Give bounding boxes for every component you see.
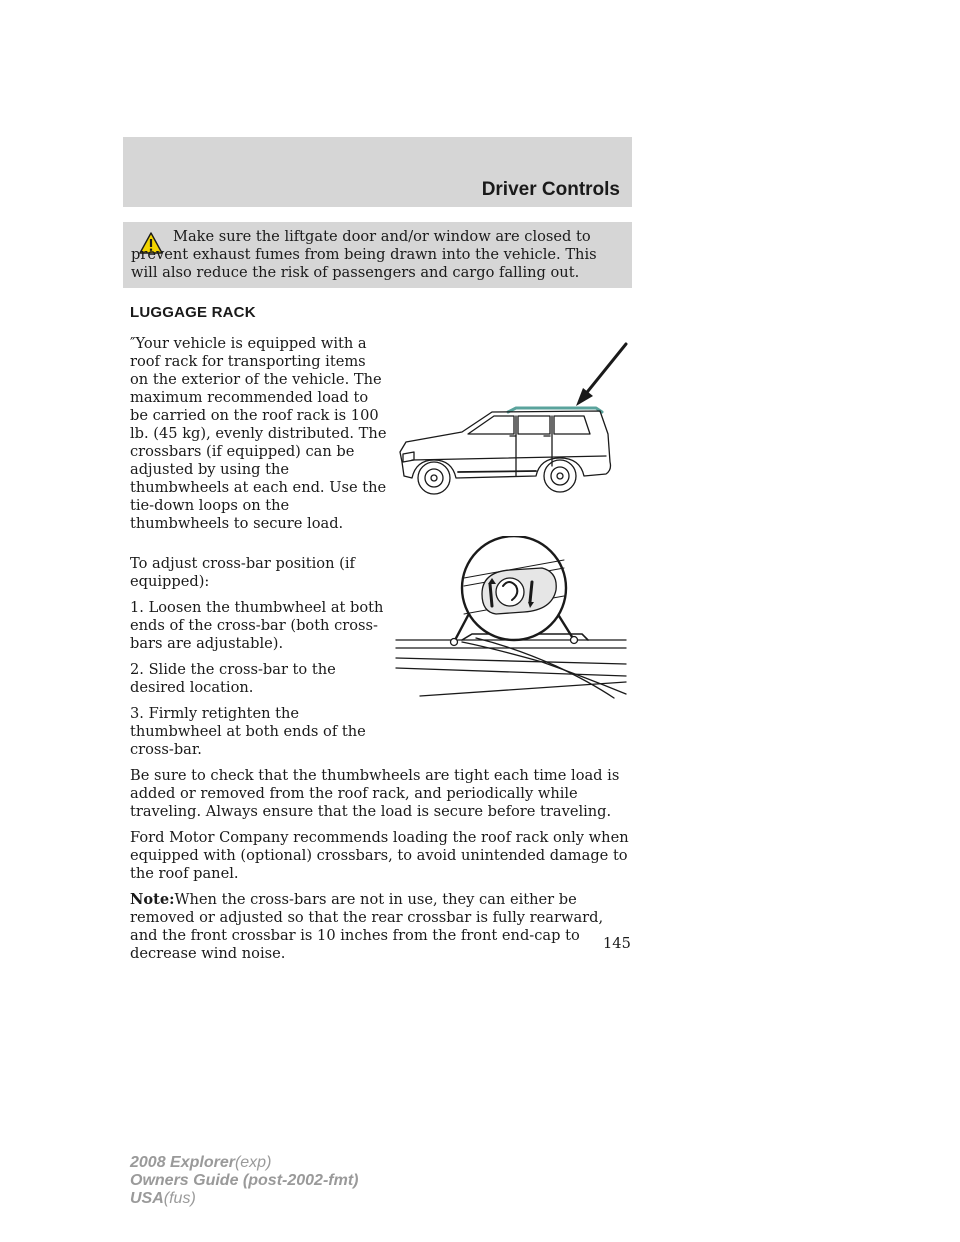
suv-roof-rack-illustration	[392, 338, 632, 506]
section-title: Driver Controls	[481, 179, 620, 200]
footer-line	[130, 1172, 358, 1190]
footer-line	[130, 1190, 358, 1208]
document-footer	[130, 1154, 358, 1208]
page-number: 145	[603, 935, 631, 952]
footer-line	[130, 1154, 358, 1172]
footer-guide: Owners Guide (post-2002-fmt)	[130, 1172, 359, 1189]
footer-model: 2008 Explorer	[130, 1154, 235, 1171]
intro-paragraph: ″Your vehicle is equipped with a roof rack for transporting items on the exterior of the vehicle. The maximum recommended load to be carried on the roof rack is 100 lb. (45 kg), evenly distributed. The crossbars (if equipped) can be adjusted by using the thumbwheels at each end. Use the tie-down loops on the thumbwheels to secure load.	[130, 335, 387, 532]
ford-paragraph: Ford Motor Company recommends loading the roof rack only when equipped with (optional) crossbars, to avoid unintended damage to the roof panel.	[130, 829, 629, 882]
warning-box	[123, 222, 632, 288]
step-item: 2. Slide the cross-bar to the desired location.	[130, 661, 336, 696]
section-heading: LUGGAGE RACK	[130, 304, 256, 321]
footer-market-code: (fus)	[163, 1190, 196, 1207]
note-paragraph	[130, 891, 632, 963]
note-text: When the cross-bars are not in use, they can either be removed or adjusted so that the rear crossbar is fully rearward, and the front crossbar is 10 inches from the front end-cap to decrease wind noise.	[130, 891, 604, 962]
footer-market: USA	[130, 1190, 164, 1207]
step-item: 1. Loosen the thumbwheel at both ends of the cross-bar (both cross-bars are adjustable).	[130, 599, 384, 652]
crossbar-thumbwheel-illustration	[392, 536, 632, 706]
check-paragraph: Be sure to check that the thumbwheels are tight each time load is added or removed from the roof rack, and periodically while traveling. Always ensure that the load is secure before traveling.	[130, 767, 620, 820]
warning-text: Make sure the liftgate door and/or window are closed to prevent exhaust fumes from being drawn into the vehicle. This will also reduce the risk of passengers and cargo falling out.	[131, 228, 597, 281]
step-item: 3. Firmly retighten the thumbwheel at both ends of the cross-bar.	[130, 705, 366, 758]
footer-model-code: (exp)	[234, 1154, 272, 1171]
adjust-intro: To adjust cross-bar position (if equipped):	[130, 555, 355, 590]
header-band	[123, 137, 632, 207]
note-label: Note:	[130, 891, 175, 908]
